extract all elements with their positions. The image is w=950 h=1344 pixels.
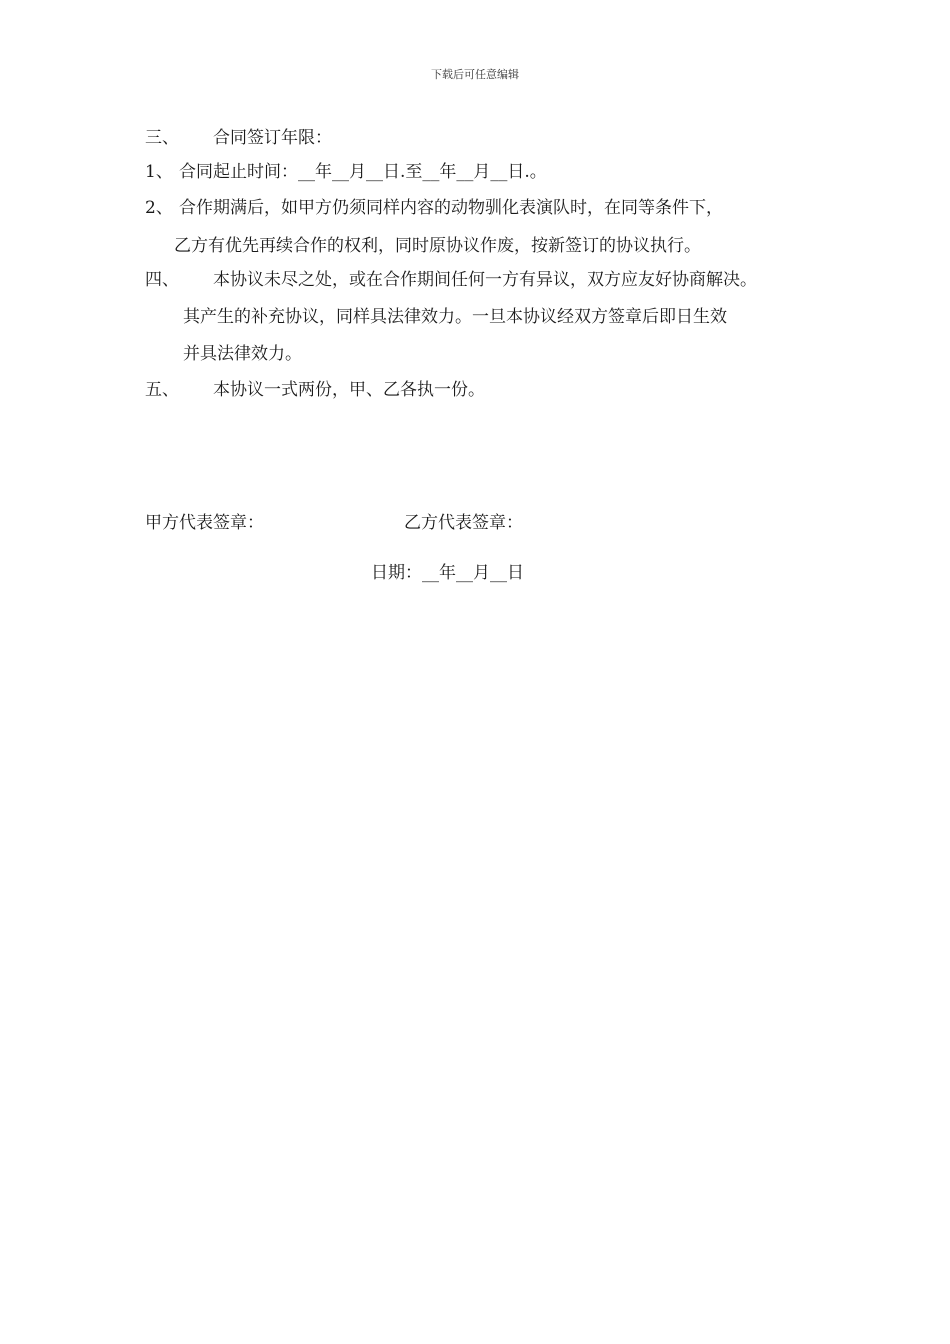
item-two-continuation: 乙方有优先再续合作的权利，同时原协议作废，按新签订的协议执行。 [174,236,701,256]
item-number: 2、 [145,198,173,218]
item-one [145,162,547,182]
item-two [145,198,723,218]
item-number: 1、 [145,162,173,182]
date-line: 日期：__年__月__日 [371,563,524,583]
clause-five [145,380,485,400]
clause-text: 本协议未尽之处，或在合作期间任何一方有异议，双方应友好协商解决。 [213,270,757,290]
party-b-signature-label: 乙方代表签章： [404,513,523,533]
party-a-signature-label: 甲方代表签章： [145,513,264,533]
clause-three [145,128,332,148]
clause-text: 本协议一式两份，甲、乙各执一份。 [213,380,485,400]
clause-text: 合同签订年限： [213,128,332,148]
clause-four-continuation-1: 其产生的补充协议，同样具法律效力。一旦本协议经双方签章后即日生效 [183,307,727,327]
clause-number: 三、 [145,128,179,148]
header-note: 下载后可任意编辑 [431,68,519,81]
item-text: 合同起止时间：__年__月__日.至__年__月__日.。 [179,162,547,182]
clause-four-continuation-2: 并具法律效力。 [183,344,302,364]
item-text: 合作期满后，如甲方仍须同样内容的动物驯化表演队时，在同等条件下， [179,198,723,218]
clause-number: 四、 [145,270,179,290]
clause-four [145,270,757,290]
clause-number: 五、 [145,380,179,400]
